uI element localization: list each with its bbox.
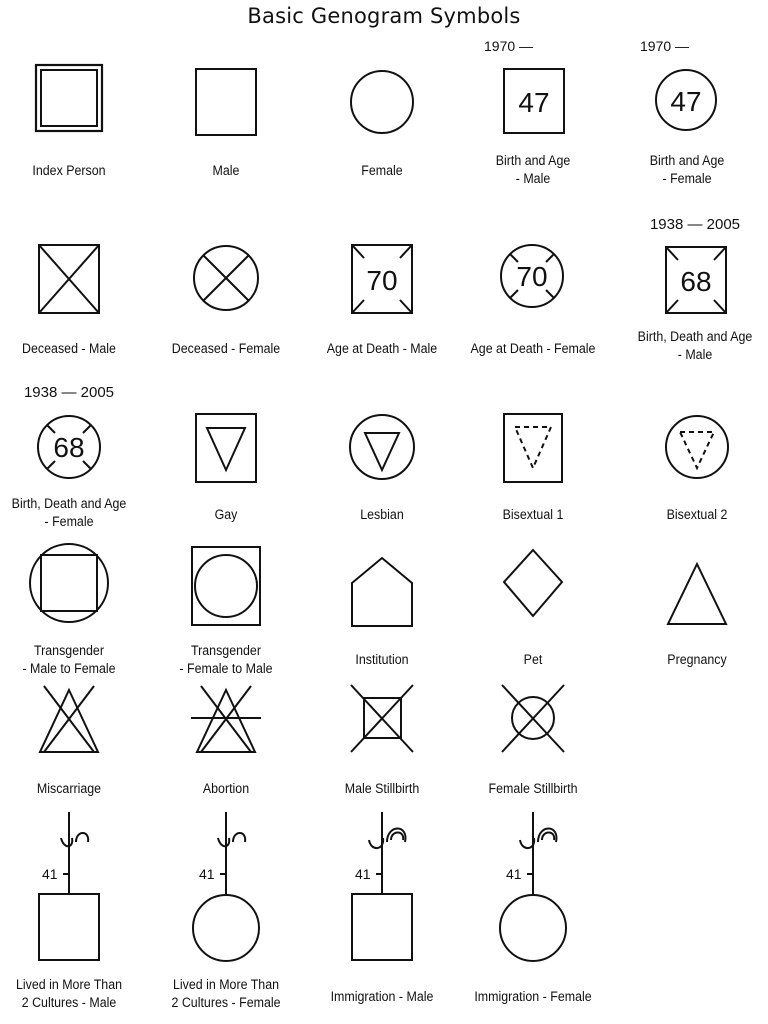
birth-age-female-icon [612,36,762,156]
gay-icon [151,390,301,510]
symbol-label: Birth, Death and Age - Female [11,496,127,529]
birth-death-age-female-icon [0,382,144,502]
miscarriage-icon [0,672,144,782]
symbol-label: Pregnancy [667,652,727,667]
pet-diamond-icon [458,540,608,660]
symbol-label: Deceased - Female [171,341,281,356]
symbol-label: Female Stillbirth [488,781,578,796]
pregnancy-triangle-icon [622,540,768,660]
symbol-female-stillbirth [458,672,608,812]
symbol-male [151,40,301,190]
symbol-miscarriage [0,672,144,812]
symbol-label: Transgender - Male to Female [22,643,116,676]
symbol-immigration-female [458,808,608,1018]
cultures-female-icon [151,808,301,968]
symbol-transgender-mtf [0,530,144,690]
symbol-institution [307,540,457,690]
symbol-age-death-female [458,222,608,372]
symbol-label: Gay [214,507,238,522]
male-stillbirth-icon [307,672,457,782]
age-text: 41 [42,866,58,882]
birth-age-male-icon [458,36,608,156]
index-person-icon [0,40,144,160]
symbol-label: Miscarriage [36,781,102,796]
age-text: 41 [506,866,522,882]
symbol-abortion [151,672,301,812]
symbol-bisexual-1 [458,390,608,540]
life-dates: 1938 — 2005 [649,216,741,233]
cultures-male-icon [0,808,144,968]
symbol-female [307,40,457,190]
transgender-male-to-female-icon [0,530,144,650]
symbol-index-person [0,40,144,190]
symbol-label: Lived in More Than 2 Cultures - Male [15,977,123,1010]
symbol-label: Female [361,163,403,178]
lesbian-icon [307,390,457,510]
symbol-lesbian [307,390,457,540]
bisexual-2-icon [622,390,768,510]
symbol-label: Institution [355,652,409,667]
abortion-icon [151,672,301,782]
symbol-label: Transgender - Female to Male [179,643,273,676]
symbol-label: Immigration - Female [474,989,592,1004]
symbol-gay [151,390,301,540]
symbol-pet [458,540,608,690]
age-text: 70 [366,265,398,296]
age-death-female-icon [458,222,608,342]
symbol-label: Bisextual 1 [502,507,564,522]
immigration-female-icon [458,808,608,968]
symbol-label: Deceased - Male [22,341,116,356]
age-text: 68 [53,432,85,463]
symbol-label: Age at Death - Female [470,341,596,356]
symbol-label: Lesbian [360,507,404,522]
symbol-label: Birth, Death and Age - Male [637,329,753,362]
bisexual-1-icon [458,390,608,510]
institution-house-icon [307,540,457,660]
deceased-male-icon [0,222,144,342]
deceased-female-icon [151,222,301,342]
symbol-transgender-ftm [151,530,301,690]
age-text: 47 [518,87,550,118]
symbol-label: Pet [523,652,543,667]
transgender-female-to-male-icon [151,530,301,650]
age-text: 47 [670,86,702,117]
birth-death-age-male-icon [620,214,768,334]
symbol-cultures-male [0,808,144,1018]
female-circle-icon [307,40,457,160]
symbol-label: Birth and Age - Male [495,153,571,186]
female-stillbirth-icon [458,672,608,782]
symbol-deceased-male [0,222,144,372]
symbol-birth-age-male [458,36,608,196]
symbol-label: Abortion [202,781,250,796]
age-text: 41 [355,866,371,882]
symbol-label: Immigration - Male [330,989,434,1004]
symbol-label: Male Stillbirth [344,781,420,796]
birth-year: 1970 — [484,38,534,54]
symbol-immigration-male [307,808,457,1018]
symbol-bisexual-2 [622,390,768,540]
symbol-male-stillbirth [307,672,457,812]
symbol-birth-death-age-female [0,382,144,542]
symbol-deceased-female [151,222,301,372]
age-text: 41 [199,866,215,882]
symbol-label: Birth and Age - Female [649,153,725,186]
age-text: 68 [680,266,712,297]
immigration-male-icon [307,808,457,968]
age-death-male-icon [307,222,457,342]
symbol-label: Index Person [32,163,106,178]
symbol-birth-age-female [612,36,762,196]
symbol-age-death-male [307,222,457,372]
symbol-label: Male [212,163,240,178]
age-text: 70 [516,261,548,292]
symbol-label: Bisextual 2 [666,507,728,522]
life-dates: 1938 — 2005 [23,384,115,401]
symbol-pregnancy [622,540,768,690]
symbol-label: Lived in More Than 2 Cultures - Female [171,977,281,1010]
symbol-label: Age at Death - Male [326,341,438,356]
symbol-birth-death-age-male [620,214,768,374]
male-square-icon [151,40,301,160]
birth-year: 1970 — [640,38,690,54]
symbol-cultures-female [151,808,301,1018]
page-title: Basic Genogram Symbols [247,4,521,28]
